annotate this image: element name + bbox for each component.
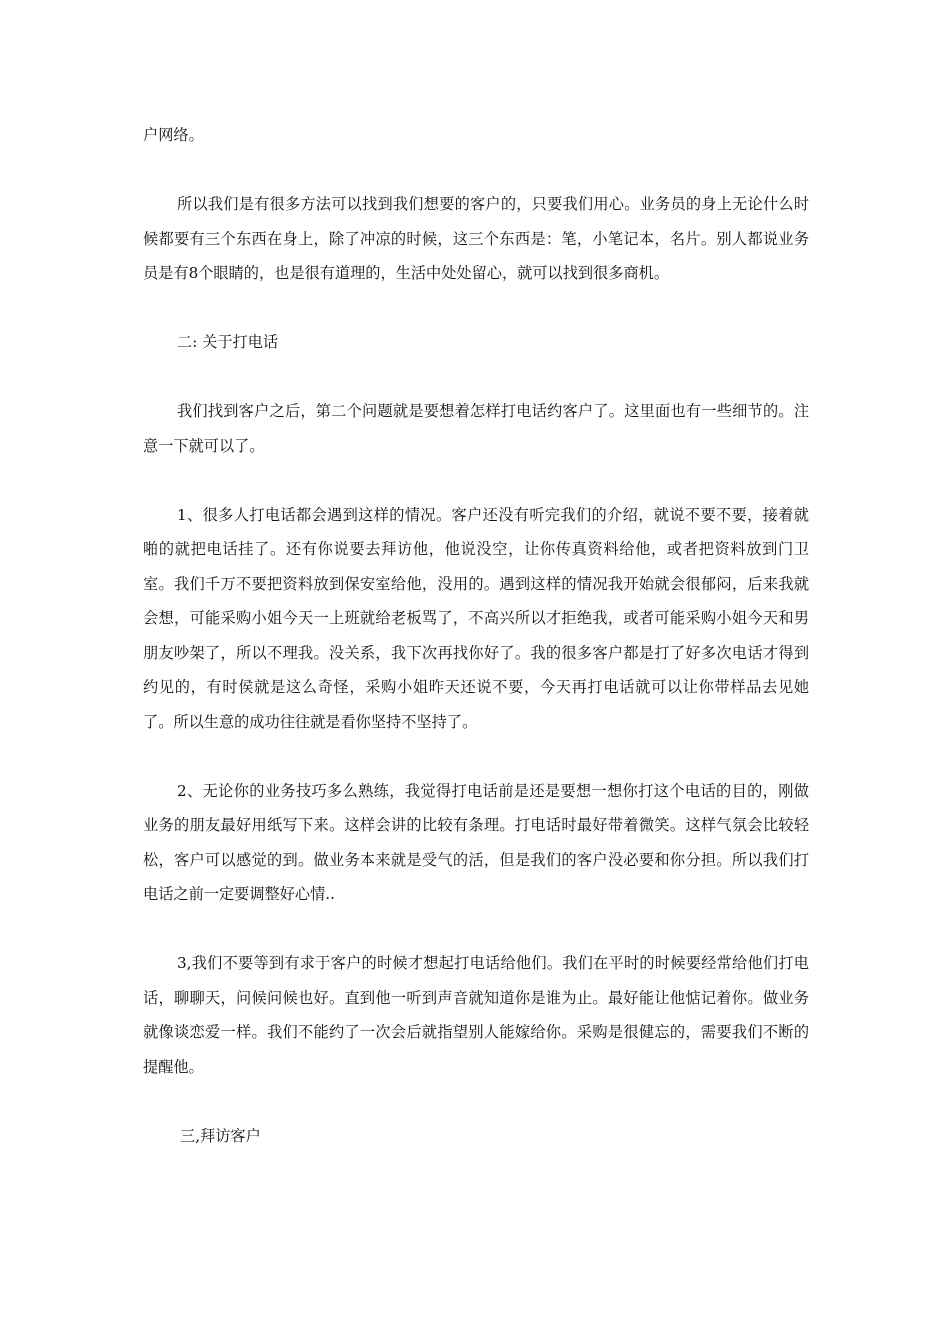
paragraph-tip-2: 2、无论你的业务技巧多么熟练，我觉得打电话前是还是要想一想你打这个电话的目的，刚做业务的朋友最好用纸写下来。这样会讲的比较有条理。打电话时最好带着微笑。这样气氛会比较轻松，客户可以感觉的到。做业务本来就是受气的活，但是我们的客户没必要和你分担。所以我们打电话之前一定要调整好心情.. bbox=[143, 781, 809, 903]
paragraph-continuation: 户网络。 bbox=[143, 126, 204, 144]
paragraph-phone-intro: 我们找到客户之后，第二个问题就是要想着怎样打电话约客户了。这里面也有一些细节的。注意一下就可以了。 bbox=[143, 402, 809, 455]
paragraph-finding-customers: 所以我们是有很多方法可以找到我们想要的客户的，只要我们用心。业务员的身上无论什么时候都要有三个东西在身上，除了冲凉的时候，这三个东西是：笔，小笔记本，名片。别人都说业务员是有8个眼睛的，也是很有道理的，生活中处处留心，就可以找到很多商机。 bbox=[143, 195, 809, 282]
paragraph-tip-3: 3,我们不要等到有求于客户的时候才想起打电话给他们。我们在平时的时候要经常给他们打电话，聊聊天，问候问候也好。直到他一听到声音就知道你是谁为止。最好能让他惦记着你。做业务就像谈恋爱一样。我们不能约了一次会后就指望别人能嫁给你。采购是很健忘的，需要我们不断的提醒他。 bbox=[143, 954, 809, 1076]
paragraph-tip-1: 1、很多人打电话都会遇到这样的情况。客户还没有听完我们的介绍，就说不要不要，接着就啪的就把电话挂了。还有你说要去拜访他，他说没空，让你传真资料给他，或者把资料放到门卫室。我们千万不要把资料放到保安室给他，没用的。遇到这样的情况我开始就会很郁闷，后来我就会想，可能采购小姐今天一上班就给老板骂了，不高兴所以才拒绝我，或者可能采购小姐今天和男朋友吵架了，所以不理我。没关系，我下次再找你好了。我的很多客户都是打了好多次电话才得到约见的，有时侯就是这么奇怪，采购小姐昨天还说不要，今天再打电话就可以让你带样品去见她了。所以生意的成功往往就是看你坚持不坚持了。 bbox=[143, 505, 809, 731]
document-body bbox=[143, 118, 809, 1188]
section-heading-visiting-customers: 三,拜访客户 bbox=[180, 1126, 261, 1145]
section-heading-phone-calls: 二: 关于打电话 bbox=[177, 333, 279, 351]
